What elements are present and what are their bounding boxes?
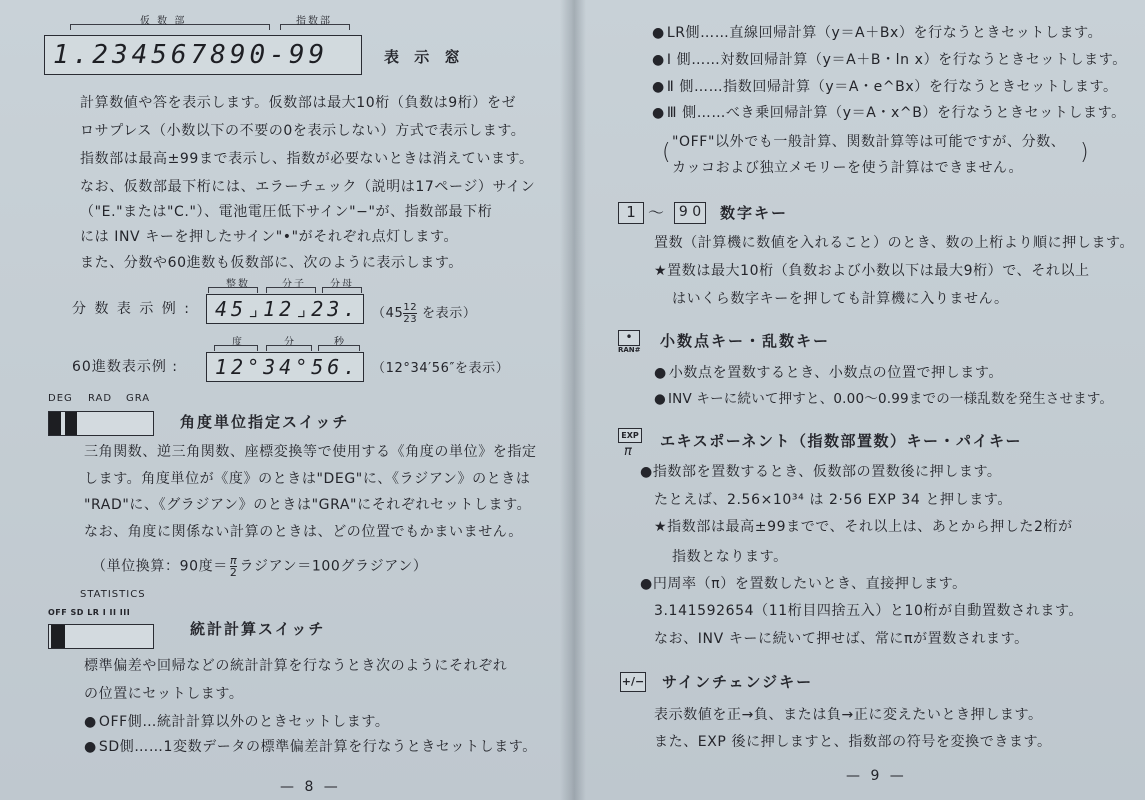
minute-label: 分 <box>284 337 296 348</box>
integer-bracket <box>208 287 258 293</box>
angle-switch-title: 角度単位指定スイッチ <box>180 413 350 431</box>
paragraph-line: の位置にセットします。 <box>84 686 244 702</box>
list-item: ● Ⅲ 側……べき乗回帰計算（y＝A・x^B）を行なうときセットします。 <box>652 104 1126 122</box>
note-close-paren: ) <box>1080 140 1090 165</box>
paragraph-line: 標準偏差や回帰などの統計計算を行なうとき次のようにそれぞれ <box>84 658 508 674</box>
numeric-keys-title: 数字キー <box>720 204 789 222</box>
page-number-8: — 8 — <box>280 779 341 795</box>
paragraph-line: ★置数は最大10桁（負数および小数以下は最大9桁）で、それ以上 <box>654 263 1090 279</box>
denominator-bracket <box>322 287 362 293</box>
switch-knob <box>51 625 65 648</box>
decimal-key-title: 小数点キー・乱数キー <box>660 332 831 350</box>
fraction-note-suffix: を表示） <box>417 306 477 321</box>
note-open-paren: ( <box>662 140 672 165</box>
paragraph-line: 指数部は最高±99まで表示し、指数が必要ないときは消えています。 <box>80 151 534 167</box>
list-item: ● INV キーに続いて押すと、0.00〜0.99までの一様乱数を発生させます。 <box>654 390 1113 408</box>
paragraph-line: なお、仮数部最下桁には、エラーチェック（説明は17ページ）サイン <box>80 179 536 195</box>
list-item: ● LR側……直線回帰計算（y＝A＋Bx）を行なうときセットします。 <box>652 24 1102 42</box>
fraction-numerator: 12 <box>403 302 418 313</box>
fraction-display: 45⌟12⌟23. <box>206 294 364 324</box>
list-item: ● SD側……1変数データの標準偏差計算を行なうときセットします。 <box>84 738 537 756</box>
key-9-0-icon: 9 0 <box>674 202 706 224</box>
statistics-switch-title: 統計計算スイッチ <box>190 620 326 638</box>
decimal-point-key-icon: • <box>618 330 640 346</box>
list-item: ● Ⅱ 側……指数回帰計算（y＝A・e^Bx）を行なうときセットします。 <box>652 78 1118 96</box>
statistics-header: STATISTICS <box>80 589 146 600</box>
paragraph-line: ●円周率（π）を置数したいとき、直接押します。 <box>640 576 967 592</box>
sign-change-key-title: サインチェンジキー <box>662 673 814 691</box>
page-number-9: — 9 — <box>846 768 907 784</box>
sign-change-key-icon: +/− <box>620 672 646 692</box>
list-item: ● 小数点を置数するとき、小数点の位置で押します。 <box>654 364 1003 382</box>
conversion-suffix: ラジアン＝100グラジアン） <box>239 558 428 575</box>
paragraph-line: 3.141592654（11桁目四捨五入）と10桁が自動置数されます。 <box>654 603 1084 619</box>
pi-key-label: π <box>624 444 633 459</box>
paragraph-line: には INV キーを押したサイン"•"がそれぞれ点灯します。 <box>80 229 459 245</box>
paragraph-line: なお、角度に関係ない計算のときは、どの位置でもかまいません。 <box>84 524 523 540</box>
list-item: ● OFF側…統計計算以外のときセットします。 <box>84 713 389 731</box>
key-1-icon: 1 <box>618 202 644 224</box>
display-window-title: 表 示 窓 <box>384 48 465 66</box>
paragraph-line: ★指数部は最高±99までで、それ以上は、あとから押した2桁が <box>654 519 1073 535</box>
paragraph-line: なお、INV キーに続いて押せば、常にπが置数されます。 <box>654 631 1029 647</box>
paragraph-line: ●指数部を置数するとき、仮数部の置数後に押します。 <box>640 464 1002 480</box>
degree-bracket <box>214 345 258 351</box>
paragraph-line: 表示数値を正→負、または負→正に変えたいとき押します。 <box>654 707 1043 723</box>
angle-switch-rad-position: RAD <box>88 393 113 404</box>
minute-bracket <box>266 345 312 351</box>
paragraph-line: 三角関数、逆三角関数、座標変換等で使用する《角度の単位》を指定 <box>84 444 537 460</box>
switch-knob <box>65 412 77 435</box>
angle-switch-deg-position: DEG <box>48 393 73 404</box>
conversion-denominator: 2 <box>229 566 238 579</box>
paragraph-line: 計算数値や答を表示します。仮数部は最大10桁（負数は9桁）をゼ <box>80 95 517 111</box>
fraction-denominator: 23 <box>403 314 418 325</box>
statistics-switch <box>48 624 154 649</box>
note-line: カッコおよび独立メモリーを使う計算はできません。 <box>672 160 1024 176</box>
note-line: "OFF"以外でも一般計算、関数計算等は可能ですが、分数、 <box>672 134 1066 150</box>
integer-label: 整数 <box>226 279 250 290</box>
paragraph-line: たとえば、2.56×10³⁴ は 2·56 EXP 34 と押します。 <box>654 492 1012 508</box>
unit-conversion-note <box>92 555 427 578</box>
book-gutter <box>560 0 586 800</box>
paragraph-line: （"E."または"C."）、電池電圧低下サイン"−"が、指数部最下桁 <box>80 204 493 220</box>
sexagesimal-example-label: 60進数表示例 : <box>72 359 178 375</box>
left-page <box>0 0 572 800</box>
list-item: ● Ⅰ 側……対数回帰計算（y＝A＋B・ln x）を行なうときセットします。 <box>652 51 1127 69</box>
denominator-label: 分母 <box>330 279 354 290</box>
fraction-note <box>372 302 476 325</box>
statistics-switch-positions: OFF SD LR I II III <box>48 608 131 617</box>
sexagesimal-display: 12°34°56. <box>206 352 364 382</box>
paragraph-line: はいくら数字キーを押しても計算機に入りません。 <box>672 291 1009 307</box>
calculator-display-window: 1.234567890-99 <box>44 35 362 75</box>
angle-switch-gra-position: GRA <box>126 393 151 404</box>
numerator-label: 分子 <box>282 279 306 290</box>
numerator-bracket <box>266 287 316 293</box>
pi-over-2-fraction <box>230 555 238 578</box>
fraction-symbol <box>403 302 417 325</box>
second-label: 秒 <box>334 337 346 348</box>
paragraph-line: "RAD"に、《グラジアン》のときは"GRA"にそれぞれセットします。 <box>84 497 532 513</box>
exp-key-icon: EXP <box>618 428 642 443</box>
conversion-prefix: （単位換算：90度＝ <box>92 558 228 575</box>
key-range-tilde: 〜 <box>648 203 665 222</box>
fraction-note-prefix: （45 <box>372 306 404 321</box>
angle-unit-switch <box>48 411 154 436</box>
exp-key-title: エキスポーネント（指数部置数）キー・パイキー <box>660 432 1022 450</box>
second-bracket <box>318 345 360 351</box>
paragraph-line: また、分数や60進数も仮数部に、次のように表示します。 <box>80 255 463 271</box>
random-key-label: RAN# <box>618 346 641 354</box>
sexagesimal-note: （12°34′56″を表示） <box>372 361 510 376</box>
exponent-label: 指数部 <box>296 16 332 27</box>
degree-label: 度 <box>232 337 244 348</box>
paragraph-line: ロサプレス（小数以下の不要の0を表示しない）方式で表示します。 <box>80 123 526 139</box>
paragraph-line: 指数となります。 <box>672 549 788 565</box>
conversion-numerator: π <box>230 554 238 567</box>
fraction-example-label: 分 数 表 示 例 : <box>72 301 191 317</box>
paragraph-line: します。角度単位が《度》のときは"DEG"に、《ラジアン》のときは <box>84 471 531 487</box>
paragraph-line: また、EXP 後に押しますと、指数部の符号を変換できます。 <box>654 734 1052 750</box>
mantissa-label: 仮 数 部 <box>140 16 187 27</box>
switch-knob <box>49 412 61 435</box>
paragraph-line: 置数（計算機に数値を入れること）のとき、数の上桁より順に押します。 <box>654 235 1135 251</box>
